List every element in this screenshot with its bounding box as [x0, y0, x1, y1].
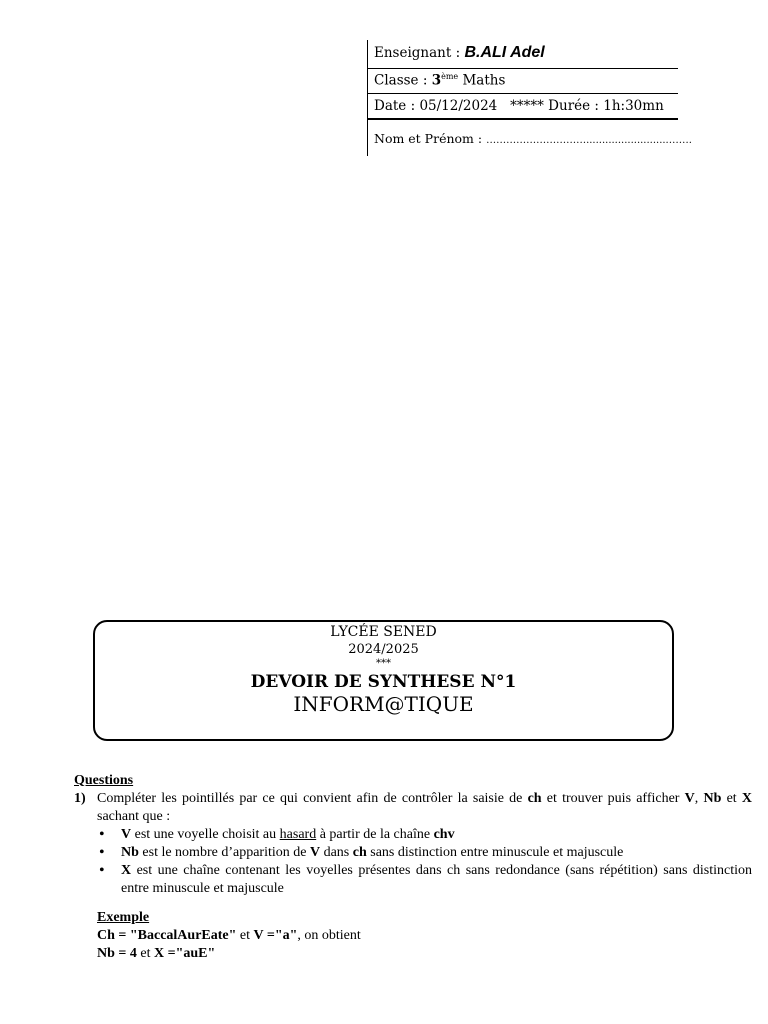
teacher-label: Enseignant :	[374, 45, 461, 61]
separator-stars: *****	[510, 98, 544, 114]
class-level: 3	[431, 72, 442, 89]
bullet-text: à partir de la chaîne	[316, 827, 434, 842]
example-ch: Ch = "BaccalAurEate"	[97, 928, 237, 943]
date-row	[368, 98, 678, 114]
questions-title: Questions	[74, 773, 134, 788]
teacher-name: B.ALI Adel	[464, 44, 545, 61]
example-x: X ="auE"	[153, 946, 216, 961]
title-box	[93, 620, 674, 741]
list-item	[97, 862, 752, 898]
underlined-word: hasard	[279, 827, 317, 842]
term-v: V	[309, 845, 321, 860]
term-nb: Nb	[121, 845, 139, 860]
question-text: et trouver puis afficher	[541, 791, 685, 806]
example-v: V ="a"	[253, 928, 298, 943]
duration-label: Durée :	[548, 98, 599, 114]
date-value: 05/12/2024	[419, 98, 498, 114]
bullet-text: est une voyelle choisit au	[131, 827, 280, 842]
class-row	[368, 72, 678, 89]
date-label: Date :	[374, 98, 416, 114]
term-x: X	[121, 863, 132, 878]
bullet-text: dans	[320, 845, 353, 860]
term-ch: ch	[527, 791, 542, 806]
term-v: V	[684, 791, 695, 806]
bullet-text: sans distinction entre minuscule et majuscule	[366, 845, 624, 860]
example-text: , on obtient	[297, 928, 361, 943]
divider	[368, 93, 678, 94]
example-text: et	[136, 946, 154, 961]
term-v: V	[121, 827, 132, 842]
example-line-1	[97, 927, 752, 945]
example-title: Exemple	[97, 910, 150, 925]
duration-value: 1h:30mn	[603, 98, 664, 114]
term-x: X	[741, 791, 753, 806]
teacher-row	[368, 44, 678, 62]
class-label: Classe :	[374, 72, 428, 89]
name-dots: …………………………..........................…….	[486, 135, 692, 146]
school-year: 2024/2025	[348, 642, 419, 657]
term-chv: chv	[433, 827, 455, 842]
question-text: sachant que :	[97, 809, 171, 824]
example-line-2	[97, 945, 752, 963]
example-block	[97, 909, 752, 963]
bullet-text: est le nombre d’apparition de	[138, 845, 310, 860]
exam-title: DEVOIR DE SYNTHESE N°1	[250, 672, 517, 692]
school-name: LYCÉE SENED	[330, 624, 437, 640]
bullet-list	[74, 826, 752, 898]
question-number: 1)	[74, 791, 86, 806]
list-item	[97, 826, 752, 844]
bullet-text: est une chaîne contenant les voyelles présentes dans ch sans redondance (sans répétition) sans distinction entre minuscule et majuscule	[121, 863, 752, 896]
question-1	[74, 790, 752, 826]
divider	[368, 68, 678, 69]
divider	[368, 118, 678, 120]
subject-title: INFORM@TIQUE	[293, 692, 474, 716]
name-row	[368, 131, 692, 146]
question-text: ,	[694, 791, 704, 806]
class-superscript: ème	[441, 72, 459, 81]
example-nb: Nb = 4	[97, 946, 137, 961]
question-text: et	[721, 791, 742, 806]
example-text: et	[236, 928, 254, 943]
name-label: Nom et Prénom :	[374, 131, 483, 146]
question-text: Compléter les pointillés par ce qui convient afin de contrôler la saisie de	[97, 791, 528, 806]
list-item	[97, 844, 752, 862]
header-info-block	[367, 40, 692, 156]
term-ch: ch	[352, 845, 367, 860]
questions-section	[74, 772, 752, 963]
class-name: Maths	[462, 72, 506, 89]
title-stars: ***	[376, 658, 391, 669]
term-nb: Nb	[703, 791, 722, 806]
